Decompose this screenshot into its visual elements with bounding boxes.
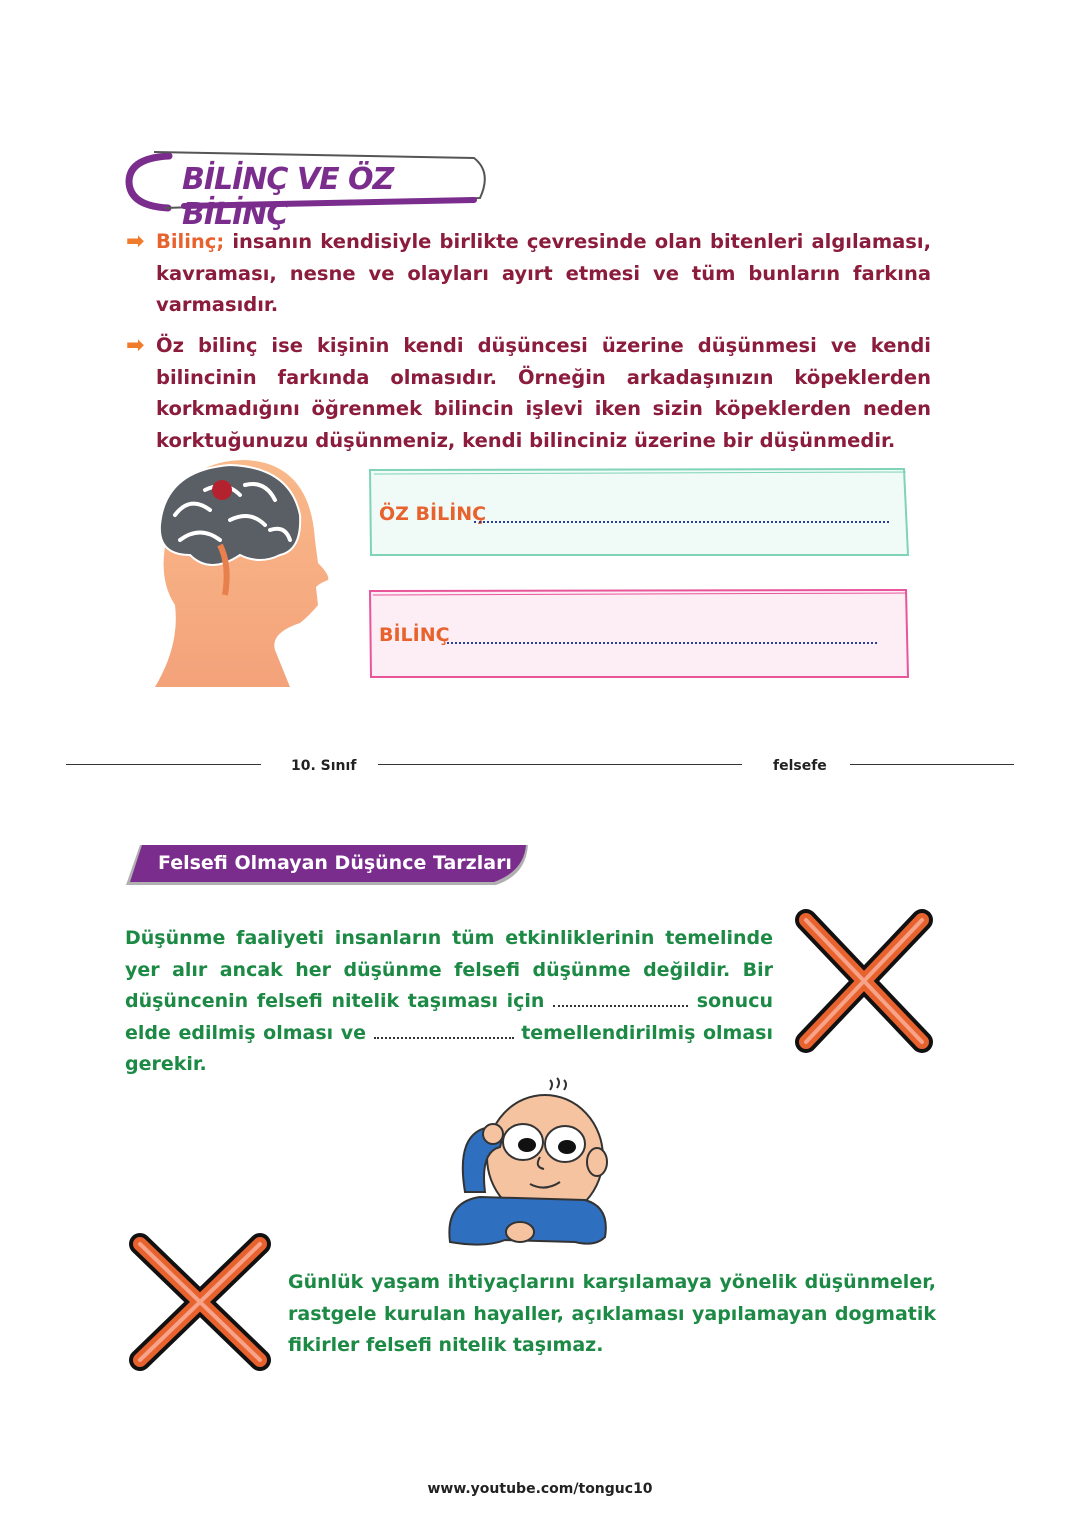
paragraph-text: temellendirilmiş olması gerekir. bbox=[125, 1021, 773, 1075]
paragraph-text: sonucu elde edilmiş olması ve bbox=[125, 990, 773, 1044]
blank-line[interactable] bbox=[374, 1023, 514, 1039]
footer-divider bbox=[66, 764, 261, 765]
arrow-right-icon: ➡ bbox=[126, 229, 145, 254]
everyday-thinking-paragraph: Günlük yaşam ihtiyaçlarını karşılamaya yönelik düşünmeler, rastgele kurulan hayaller, açıklaması yapılamayan dogmatik fikirler felsefi nitelik taşımaz. bbox=[288, 1271, 936, 1356]
section-title-badge bbox=[124, 148, 494, 232]
thinking-character-illustration bbox=[445, 1072, 610, 1250]
definition-paragraph-bilinc bbox=[126, 226, 931, 321]
footer-divider bbox=[850, 764, 1014, 765]
footer-url[interactable]: www.youtube.com/tonguc10 bbox=[427, 1481, 653, 1497]
fill-box-bilinc bbox=[368, 587, 910, 679]
answer-line[interactable] bbox=[447, 642, 877, 644]
box-label-oz-bilinc: ÖZ BİLİNÇ bbox=[379, 503, 487, 525]
head-brain-illustration bbox=[150, 455, 335, 690]
non-philosophical-paragraph bbox=[125, 923, 773, 1081]
footer-divider bbox=[378, 764, 742, 765]
term-bilinc: Bilinç; bbox=[156, 230, 225, 253]
answer-line[interactable] bbox=[474, 521, 889, 523]
footer-grade: 10. Sınıf bbox=[291, 758, 357, 774]
fill-box-oz-bilinc bbox=[368, 467, 910, 557]
paragraph-text: Düşünme faaliyeti insanların tüm etkinliklerinin temelinde yer alır ancak her düşünme felsefi düşünme değildir. Bir düşüncenin felsefi nitelik taşıması için bbox=[125, 927, 773, 1012]
cross-mark-icon bbox=[126, 1232, 274, 1372]
blank-line[interactable] bbox=[553, 991, 688, 1007]
section-title: BİLİNÇ VE ÖZ BİLİNÇ bbox=[182, 162, 394, 232]
box-label-bilinc: BİLİNÇ bbox=[379, 624, 450, 646]
arrow-right-icon: ➡ bbox=[126, 333, 145, 358]
footer-subject: felsefe bbox=[773, 758, 827, 774]
definition-paragraph-oz-bilinc bbox=[126, 330, 931, 456]
definition-text: Öz bilinç ise kişinin kendi düşüncesi üzerine düşünmesi ve kendi bilincinin farkında olmasıdır. Örneğin arkadaşınızın köpeklerden korkmadığını öğrenmek bilincin işlevi iken sizin köpeklerden neden korktuğunuzu düşünmeniz, kendi bilinciniz üzerine bir düşünmedir. bbox=[156, 334, 931, 452]
definition-text: insanın kendisiyle birlikte çevresinde olan bitenleri algılaması, kavraması, nesne ve olayları ayırt etmesi ve tüm bunların farkına varmasıdır. bbox=[156, 230, 931, 316]
cross-mark-icon bbox=[790, 906, 938, 1056]
section2-title-banner bbox=[126, 845, 530, 887]
section2-title: Felsefi Olmayan Düşünce Tarzları bbox=[158, 852, 512, 874]
